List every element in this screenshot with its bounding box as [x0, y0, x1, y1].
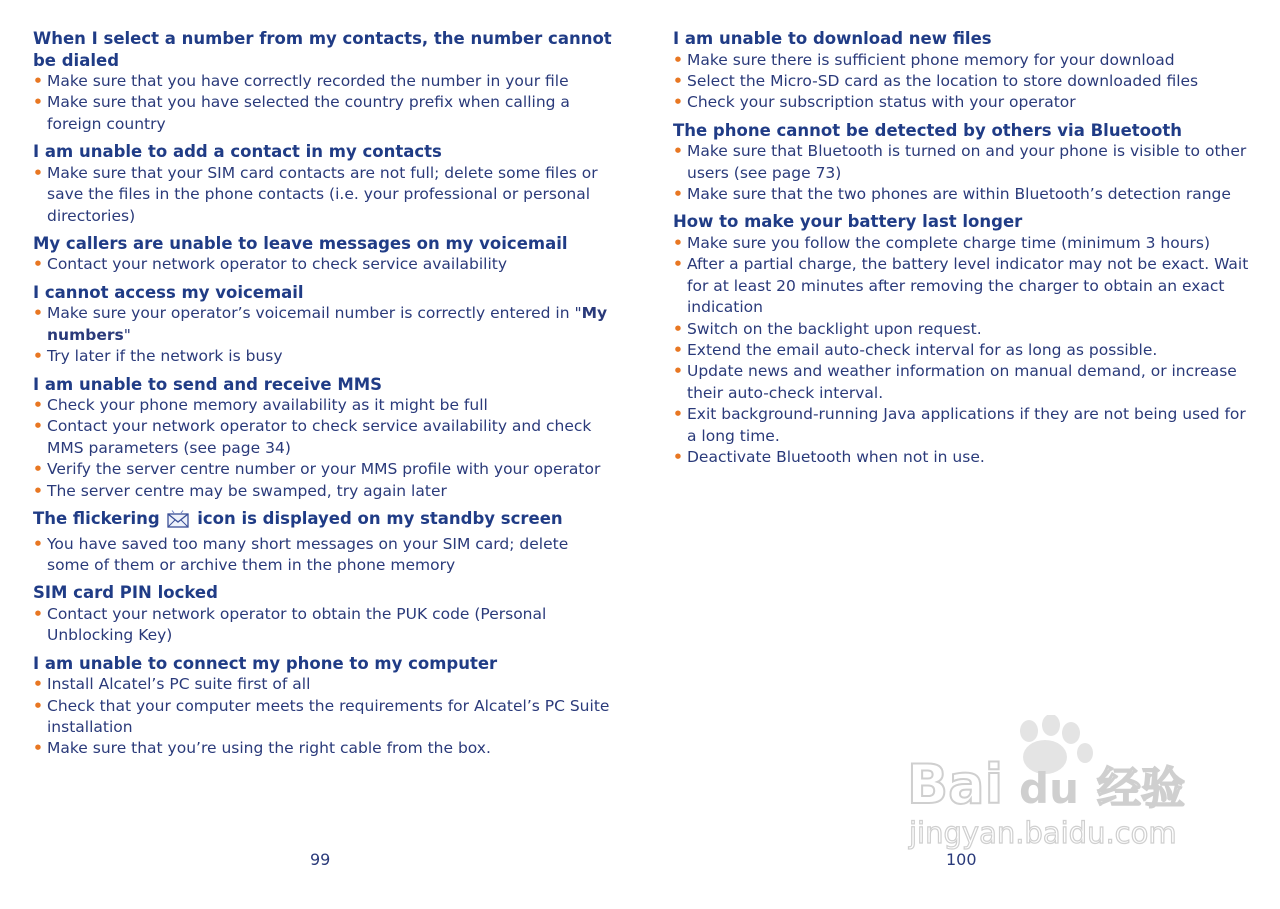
section-heading: SIM card PIN locked [33, 583, 218, 603]
bullet-icon: • [33, 255, 43, 274]
section-heading: I cannot access my voicemail [33, 282, 304, 302]
bullet-icon: • [673, 362, 683, 381]
bullet-icon: • [33, 93, 43, 112]
section-mms [33, 374, 613, 503]
bullet-icon: • [673, 448, 683, 466]
bullet-icon: • [673, 340, 683, 359]
bullet-icon: • [673, 71, 683, 90]
list-item: • After a partial charge, the battery level indicator may not be exact. Wait for at least 20 minutes after removing the charger to obtain an exact indication [673, 255, 1249, 317]
section-bluetooth [673, 120, 1253, 206]
section-dialing [33, 28, 613, 135]
bullet-icon: • [33, 72, 43, 90]
list-item: • Make sure that you have correctly recorded the number in your file [33, 71, 613, 92]
section-heading: I am unable to connect my phone to my computer [33, 653, 498, 673]
bullet-icon: • [33, 696, 43, 715]
section-heading: When I select a number from my contacts, the number cannot be dialed [33, 29, 612, 70]
section-heading: I am unable to download new files [673, 29, 992, 48]
bullet-icon: • [673, 50, 683, 69]
list-item: • You have saved too many short messages on your SIM card; delete some of them or archive them in the phone memory [33, 534, 569, 574]
list-item: • Make sure that the two phones are within Bluetooth’s detection range [673, 184, 1253, 205]
list-item: • Check that your computer meets the requirements for Alcatel’s PC Suite installation [33, 696, 610, 737]
bullet-icon: • [33, 460, 43, 479]
list-item: • Contact your network operator to check service availability [33, 254, 613, 275]
left-page [33, 28, 613, 766]
section-callers-voicemail [33, 233, 613, 276]
bullet-icon: • [673, 93, 683, 112]
bullet-icon: • [33, 604, 43, 623]
bullet-icon: • [33, 481, 43, 500]
watermark-brand-b: du [1019, 764, 1079, 813]
bullet-icon: • [673, 319, 683, 338]
list-item: • Make sure that you have selected the country prefix when calling a foreign country [33, 93, 570, 133]
section-add-contact [33, 141, 613, 227]
bullet-icon: • [33, 534, 43, 553]
section-battery [673, 211, 1253, 468]
section-sim-pin [33, 582, 613, 646]
list-item: • Extend the email auto-check interval for as long as possible. [673, 340, 1253, 361]
section-heading: How to make your battery last longer [673, 212, 1023, 232]
section-access-voicemail [33, 282, 613, 368]
list-item: • Make sure there is sufficient phone memory for your download [673, 50, 1253, 71]
my-numbers-label: My numbers [47, 304, 608, 344]
page-number-right: 100 [946, 850, 977, 869]
bullet-icon: • [673, 185, 683, 204]
list-item: • Contact your network operator to check service availability and check MMS parameters (see page 34) [33, 417, 592, 457]
section-download-files [673, 28, 1253, 114]
list-item: • Update news and weather information on manual demand, or increase their auto-check interval. [673, 362, 1237, 402]
bullet-icon: • [673, 233, 683, 252]
list-item: • Verify the server centre number or your MMS profile with your operator [33, 459, 613, 480]
bullet-icon: • [33, 347, 43, 366]
baidu-watermark [905, 715, 1205, 869]
section-heading: The flickering icon is displayed on my standby screen [33, 508, 613, 534]
envelope-flicker-icon [167, 510, 189, 534]
list-item: • Make sure that Bluetooth is turned on and your phone is visible to other users (see page 73) [673, 142, 1247, 182]
list-item: • Try later if the network is busy [33, 346, 613, 367]
section-heading: I am unable to add a contact in my contacts [33, 142, 442, 162]
watermark-brand-a: Bai [907, 753, 1004, 816]
bullet-icon: • [33, 739, 43, 758]
section-flickering-icon [33, 508, 613, 576]
bullet-icon: • [33, 675, 43, 694]
list-item: • The server centre may be swamped, try again later [33, 481, 613, 502]
list-item: • Contact your network operator to obtain the PUK code (Personal Unblocking Key) [33, 604, 547, 645]
page-number-left: 99 [310, 850, 331, 869]
right-page [673, 28, 1253, 474]
bullet-icon: • [673, 405, 683, 424]
list-item: • Switch on the backlight upon request. [673, 319, 1253, 340]
list-item: • Install Alcatel’s PC suite first of all [33, 674, 613, 695]
section-connect-computer [33, 653, 613, 760]
bullet-icon: • [673, 142, 683, 161]
bullet-icon: • [33, 417, 43, 436]
list-item: • Make sure that your SIM card contacts are not full; delete some files or save the files in the phone contacts (i.e. your professional or personal directories) [33, 163, 598, 225]
section-heading: I am unable to send and receive MMS [33, 374, 383, 394]
section-heading: The phone cannot be detected by others via Bluetooth [673, 120, 1182, 140]
list-item: • Make sure you follow the complete charge time (minimum 3 hours) [673, 233, 1253, 254]
bullet-icon: • [673, 255, 683, 274]
list-item: • Make sure your operator’s voicemail number is correctly entered in "My numbers" [33, 304, 608, 344]
list-item: • Check your subscription status with your operator [673, 92, 1253, 113]
watermark-cn: 经验 [1097, 763, 1185, 814]
list-item: • Check your phone memory availability as it might be full [33, 395, 613, 416]
list-item: • Deactivate Bluetooth when not in use. [673, 447, 1253, 468]
bullet-icon: • [33, 396, 43, 415]
list-item: • Make sure that you’re using the right cable from the box. [33, 738, 613, 759]
watermark-url: jingyan.baidu.com [909, 816, 1177, 850]
list-item: • Exit background-running Java applications if they are not being used for a long time. [673, 405, 1246, 445]
list-item: • Select the Micro-SD card as the location to store downloaded files [673, 71, 1253, 92]
bullet-icon: • [33, 304, 43, 323]
bullet-icon: • [33, 163, 43, 182]
section-heading: My callers are unable to leave messages on my voicemail [33, 233, 568, 253]
